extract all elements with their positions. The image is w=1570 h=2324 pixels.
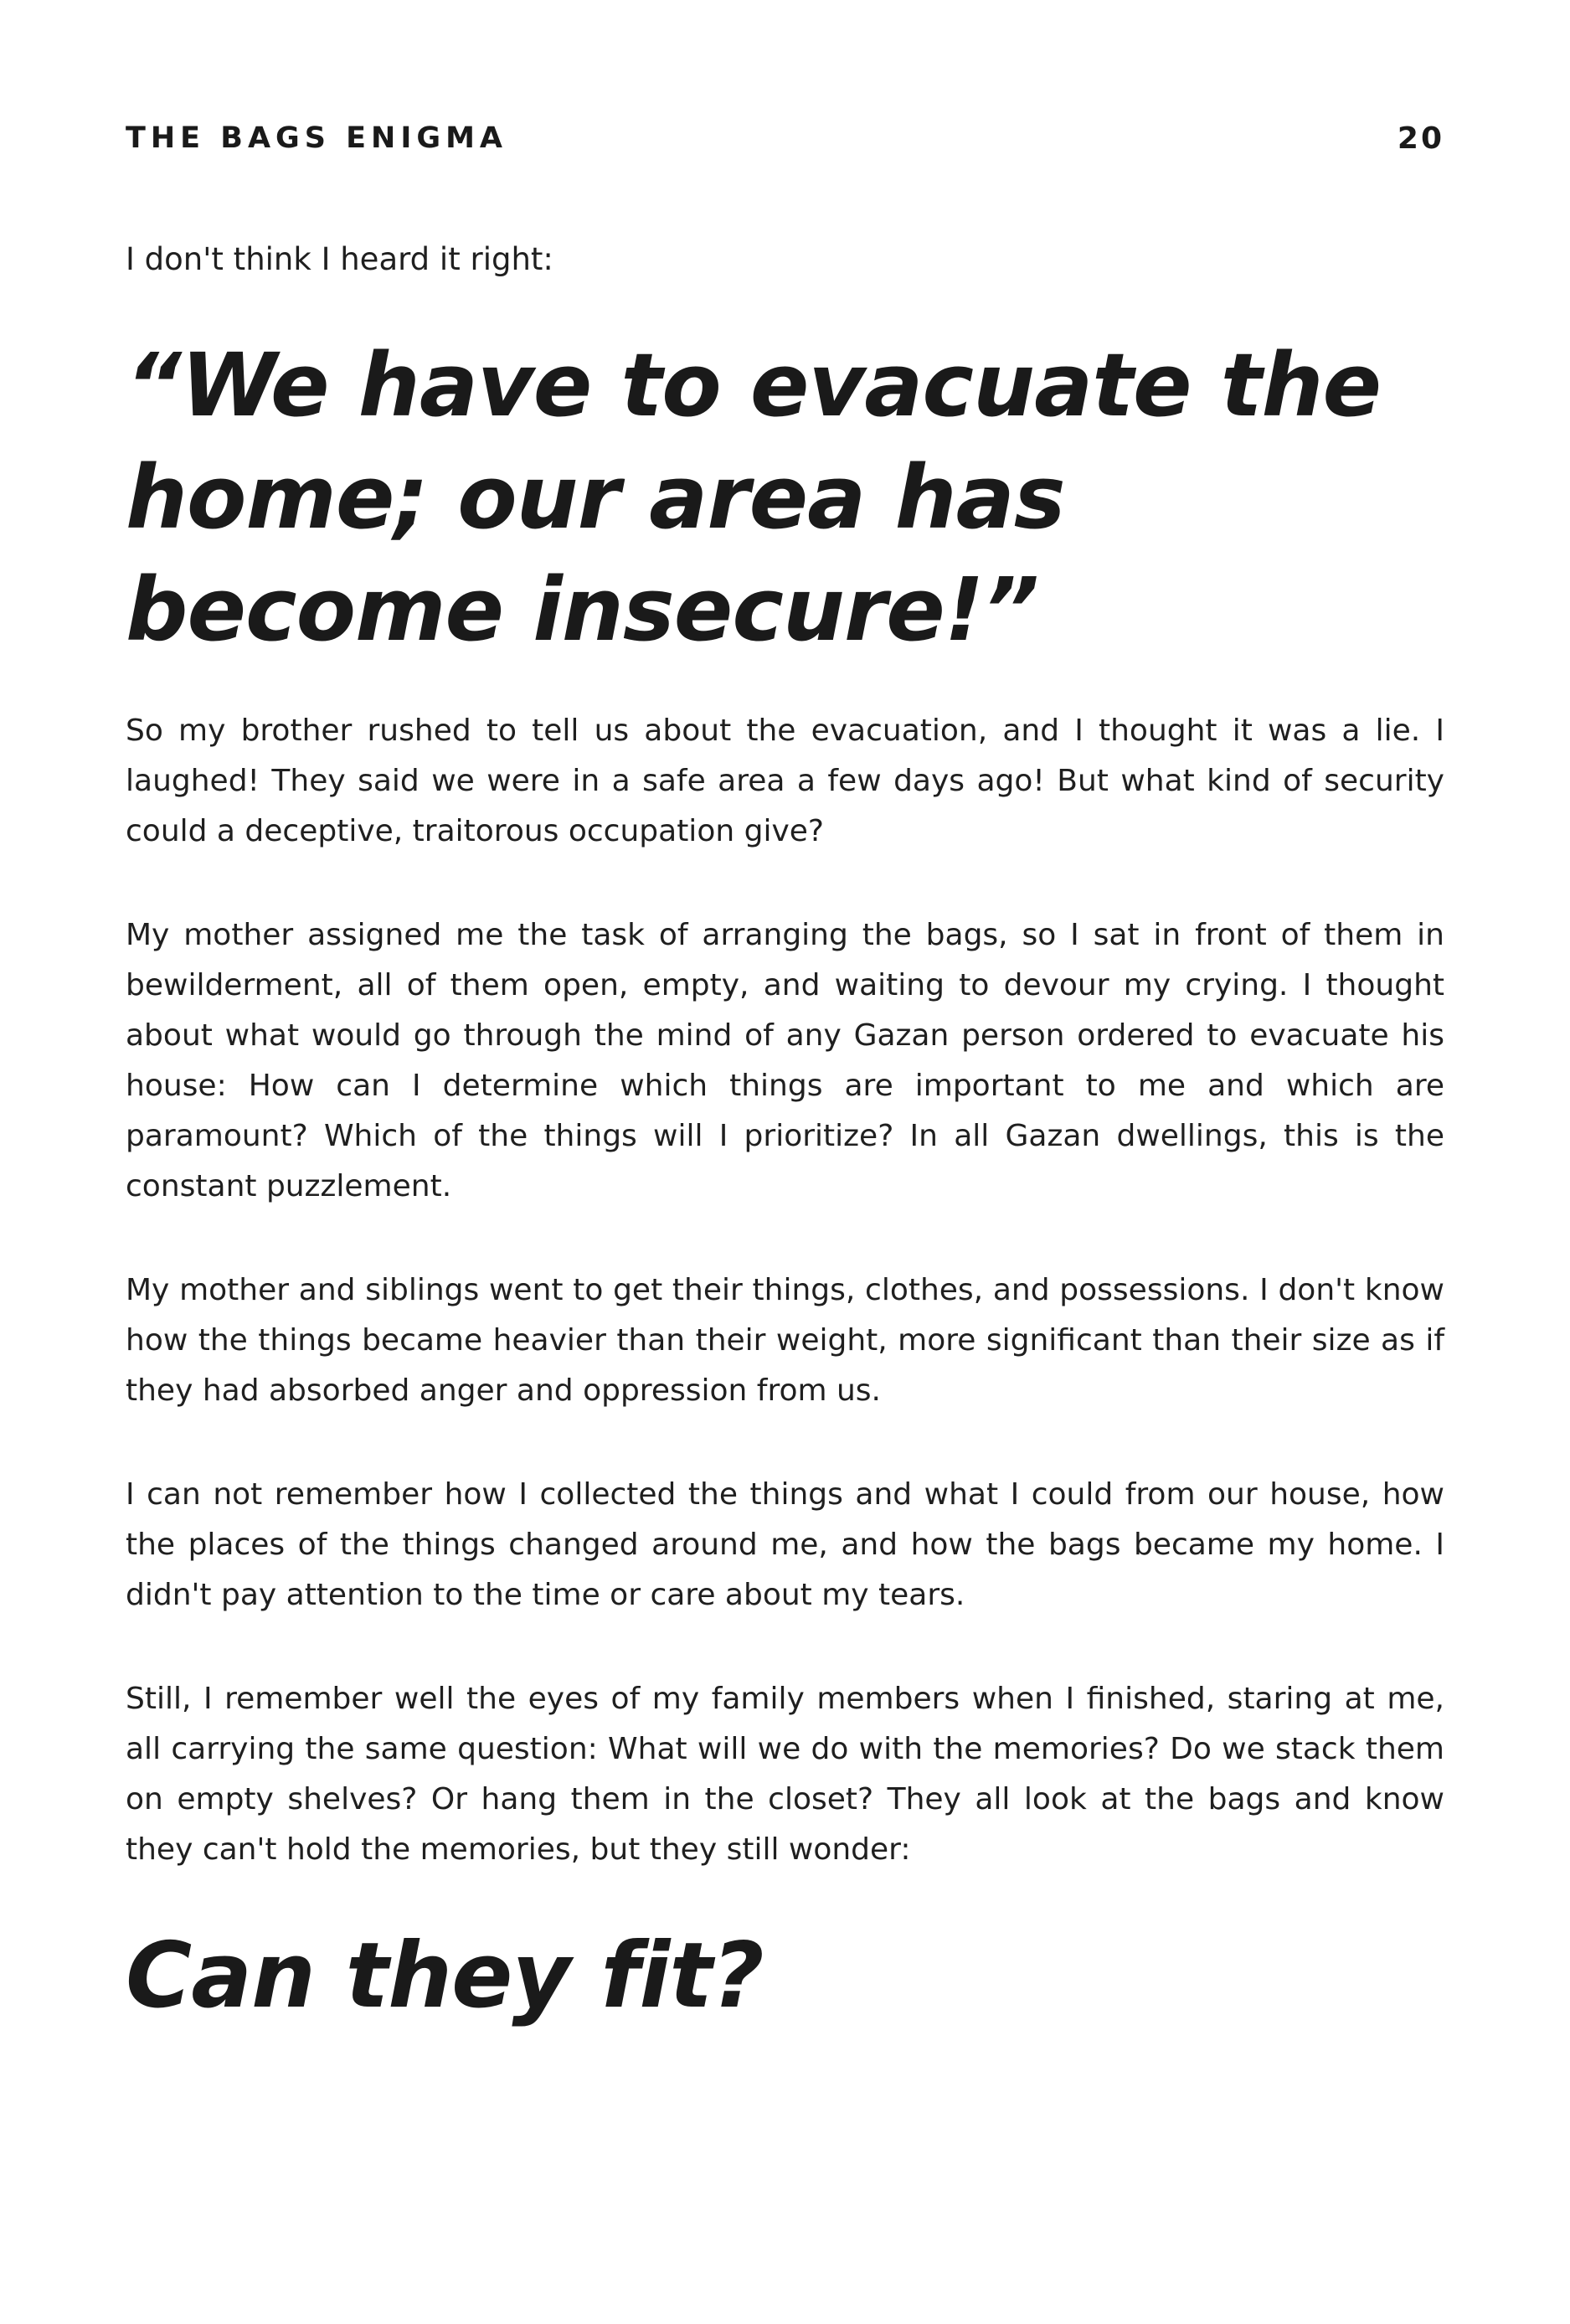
paragraph-5: Still, I remember well the eyes of my family members when I finished, staring at me, all carrying the same question: What will we do with the memories? Do we stack them on empty shelves? Or hang them in the closet? They all look at the bags and know they can't hold the memories, but they still wonder:	[126, 1682, 1444, 1867]
page-header	[126, 117, 1444, 159]
paragraph-3: My mother and siblings went to get their things, clothes, and possessions. I don't know how the things became heavier than their weight, more significant than their size as if they had absorbed anger and oppression from us.	[126, 1273, 1444, 1408]
running-title: THE BAGS ENIGMA	[126, 121, 508, 155]
closing-question: Can they fit?	[126, 1924, 764, 2028]
paragraph-4: I can not remember how I collected the things and what I could from our house, how the places of the things changed around me, and how the bags became my home. I didn't pay attention to the time or care about my tears.	[126, 1477, 1444, 1612]
intro-line: I don't think I heard it right:	[126, 241, 553, 277]
body-text	[126, 706, 1444, 1929]
paragraph-1: So my brother rushed to tell us about the evacuation, and I thought it was a lie. I laughed! They said we were in a safe area a few days ago! But what kind of security could a deceptive, traitorous occupation give?	[126, 714, 1444, 848]
page-number: 20	[1397, 121, 1444, 156]
pull-quote: “We have to evacuate the home; our area has become insecure!”	[126, 334, 1382, 661]
document-page	[126, 0, 1444, 2324]
paragraph-2: My mother assigned me the task of arranging the bags, so I sat in front of them in bewilderment, all of them open, empty, and waiting to devour my crying. I thought about what would go through the mind of any Gazan person ordered to evacuate his house: How can I determine which things are important to me and which are paramount? Which of the things will I prioritize? In all Gazan dwellings, this is the constant puzzlement.	[126, 918, 1444, 1203]
